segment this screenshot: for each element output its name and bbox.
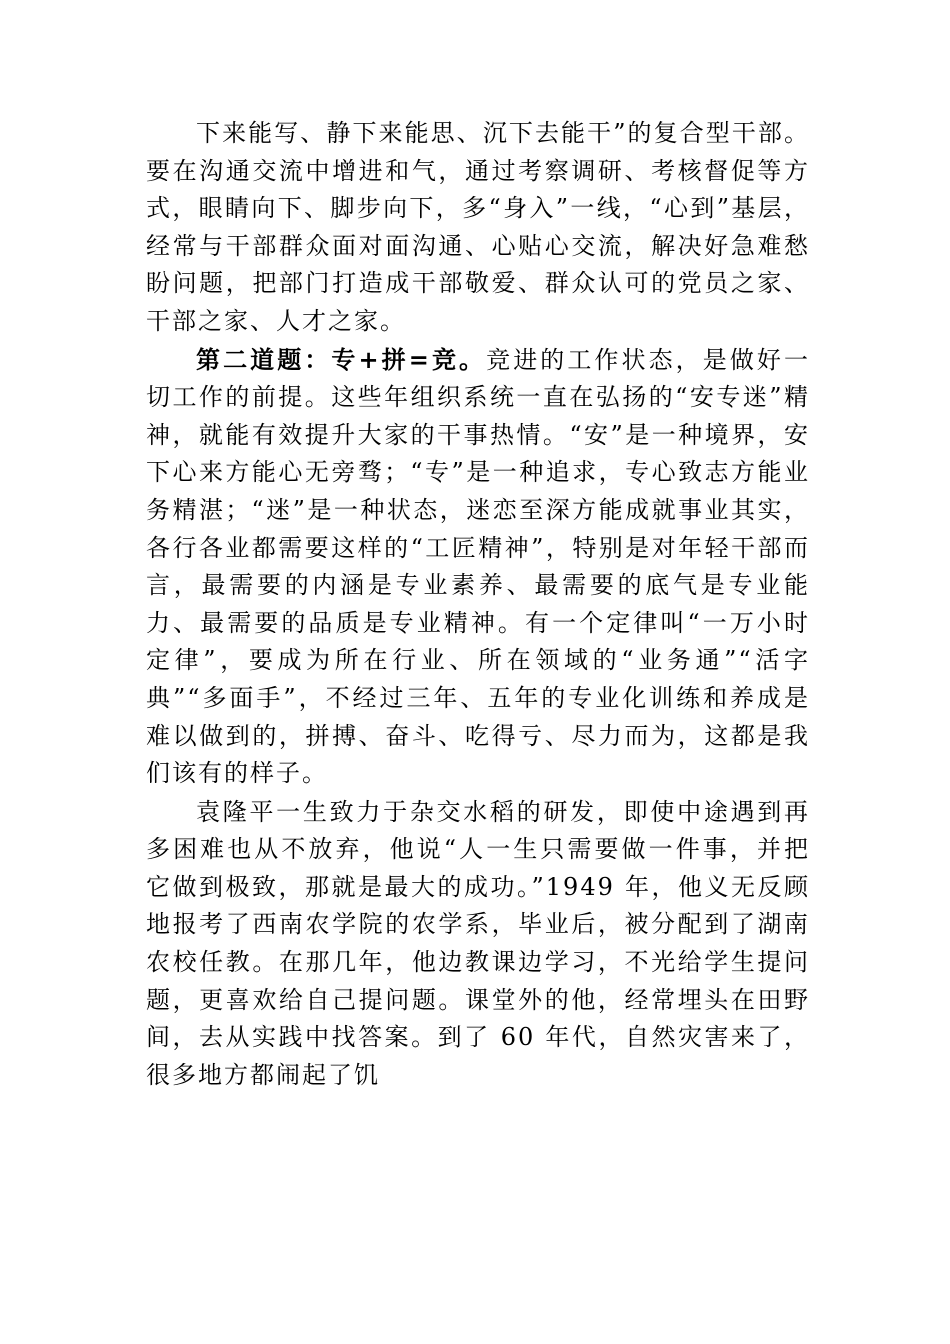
document-page <box>146 114 810 1094</box>
paragraph-2 <box>146 341 810 793</box>
paragraph-3 <box>146 793 810 1095</box>
paragraph-2-heading: 第二道题：专+拼=竞。 <box>196 344 487 374</box>
paragraph-1 <box>146 114 810 341</box>
paragraph-1-text: 下来能写、静下来能思、沉下去能干”的复合型干部。要在沟通交流中增进和气，通过考察调研、考核督促等方式，眼睛向下、脚步向下，多“身入”一线，“心到”基层，经常与干部群众面对面沟通、心贴心交流，解决好急难愁盼问题，把部门打造成干部敬爱、群众认可的党员之家、干部之家、人才之家。 <box>146 119 810 335</box>
paragraph-3-text: 袁隆平一生致力于杂交水稻的研发，即使中途遇到再多困难也从不放弃，他说“人一生只需要做一件事，并把它做到极致，那就是最大的成功。”1949 年，他义无反顾地报考了西南农学院的农学系，毕业后，被分配到了湖南农校任教。在那几年，他边教课边学习，不光给学生提问题，更喜欢给自己提问题。课堂外的他，经常埋头在田野间，去从实践中找答案。到了 60 年代，自然灾害来了，很多地方都闹起了饥 <box>146 797 810 1089</box>
paragraph-2-text: 竞进的工作状态，是做好一切工作的前提。这些年组织系统一直在弘扬的“安专迷”精神，就能有效提升大家的干事热情。“安”是一种境界，安下心来方能心无旁骛；“专”是一种追求，专心致志方能业务精湛；“迷”是一种状态，迷恋至深方能成就事业其实，各行各业都需要这样的“工匠精神”，特别是对年轻干部而言，最需要的内涵是专业素养、最需要的底气是专业能力、最需要的品质是专业精神。有一个定律叫“一万小时定律”，要成为所在行业、所在领域的“业务通”“活字典”“多面手”，不经过三年、五年的专业化训练和养成是难以做到的，拼搏、奋斗、吃得亏、尽力而为，这都是我们该有的样子。 <box>146 345 810 788</box>
